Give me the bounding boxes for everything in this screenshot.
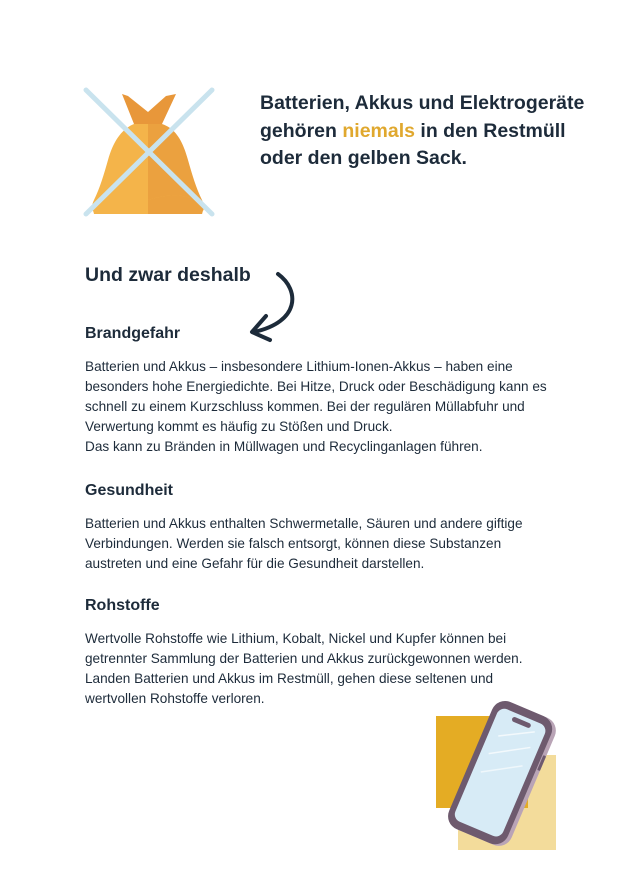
- section-brandgefahr: [85, 325, 555, 457]
- section-body-rohstoffe: Wertvolle Rohstoffe wie Lithium, Kobalt, Nickel und Kupfer können bei getrennter Sammlung der Batterien und Akkus zurückgewonnen werden. Landen Batterien und Akkus im Restmüll, gehen diese seltenen und wertvollen Rohstoffe verloren.: [85, 631, 523, 706]
- headline-part1: Batterien, Akkus und Elektrogeräte gehören: [260, 92, 585, 142]
- section-intro-title: Und zwar deshalb: [85, 264, 251, 286]
- crossed-out-trash-bag-icon: [78, 82, 218, 222]
- headline-part2: in den Restmüll oder den gelben Sack.: [260, 119, 566, 169]
- smartphone-icon: [430, 700, 560, 855]
- headline: [260, 90, 590, 173]
- section-body-gesundheit: Batterien und Akkus enthalten Schwermetalle, Säuren und andere giftige Verbindungen. Werden sie falsch entsorgt, können diese Substanzen austreten und eine Gefahr für die Gesundheit darstellen.: [85, 516, 523, 571]
- section-body-brandgefahr: Batterien und Akkus – insbesondere Lithium-Ionen-Akkus – haben eine besonders hohe Energiedichte. Bei Hitze, Druck oder Beschädigung kann es schnell zu einem Kurzschluss kommen. Bei der regulären Müllabfuhr und Verwertung kommt es häufig zu Stößen und Druck.: [85, 359, 547, 434]
- section-rohstoffe: [85, 597, 555, 709]
- section-gesundheit: [85, 482, 555, 574]
- section-title-rohstoffe: Rohstoffe: [85, 597, 160, 614]
- section-title-brandgefahr: Brandgefahr: [85, 325, 181, 342]
- section-body2-brandgefahr: Das kann zu Bränden in Müllwagen und Recyclinganlagen führen.: [85, 439, 483, 454]
- section-title-gesundheit: Gesundheit: [85, 482, 174, 499]
- headline-accent: niemals: [342, 119, 415, 142]
